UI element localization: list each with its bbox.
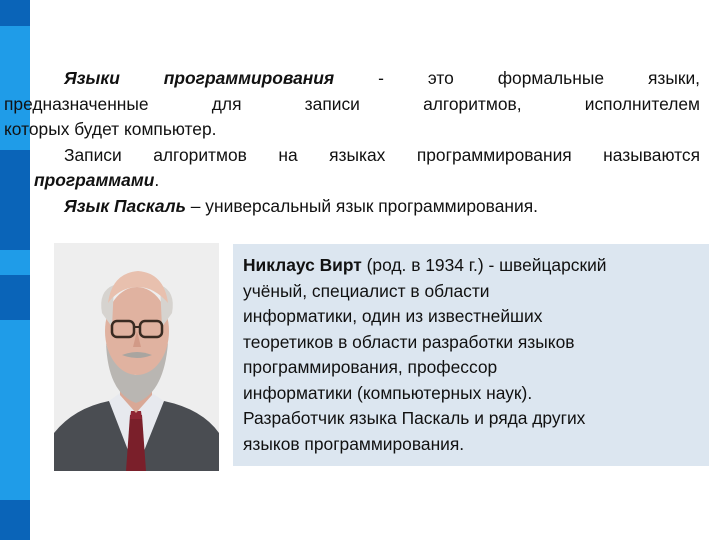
paragraph-text: - это формальные языки, <box>334 68 701 88</box>
paragraph-text: – универсальный язык программирования. <box>185 195 538 216</box>
stripe-block <box>0 0 30 26</box>
bio-text: (род. в 1934 г.) - швейцарский <box>361 255 607 275</box>
bio-line: программирования, профессор <box>243 357 498 377</box>
paragraph-line <box>4 168 700 194</box>
paragraph-line <box>34 66 700 92</box>
definition-paragraph-pascal <box>34 194 700 220</box>
definition-paragraph-languages <box>4 66 701 143</box>
left-accent-stripe <box>0 0 30 540</box>
person-name: Никлаус Вирт <box>243 255 362 275</box>
definitions-text <box>4 66 701 219</box>
paragraph-line: Записи алгоритмов на языках программирования называются <box>64 144 700 165</box>
bio-line: информатики (компьютерных наук). <box>243 382 533 403</box>
bio-line: Разработчик языка Паскаль и ряда других <box>243 408 586 428</box>
stripe-block <box>0 150 30 250</box>
bio-line: теоретиков в области разработки языков <box>243 331 575 352</box>
stripe-block <box>0 275 30 320</box>
portrait-photo <box>54 243 219 471</box>
paragraph-line: которых будет компьютер. <box>4 119 217 139</box>
bio-line: учёный, специалист в области <box>243 280 490 301</box>
term-programs: программами <box>34 170 155 190</box>
bio-line: языков программирования. <box>243 433 465 454</box>
definition-paragraph-programs <box>34 143 700 194</box>
term-pascal: Язык Паскаль <box>64 195 186 216</box>
bio-line <box>243 253 699 279</box>
paragraph-line: предназначенные для записи алгоритмов, исполнителем <box>4 93 700 114</box>
bio-line: информатики, один из известнейших <box>243 306 543 326</box>
paragraph-text: . <box>154 170 160 190</box>
stripe-block <box>0 500 30 540</box>
portrait-illustration <box>54 243 219 471</box>
biography-box <box>233 244 709 466</box>
term-programming-languages: Языки программирования <box>64 68 335 88</box>
